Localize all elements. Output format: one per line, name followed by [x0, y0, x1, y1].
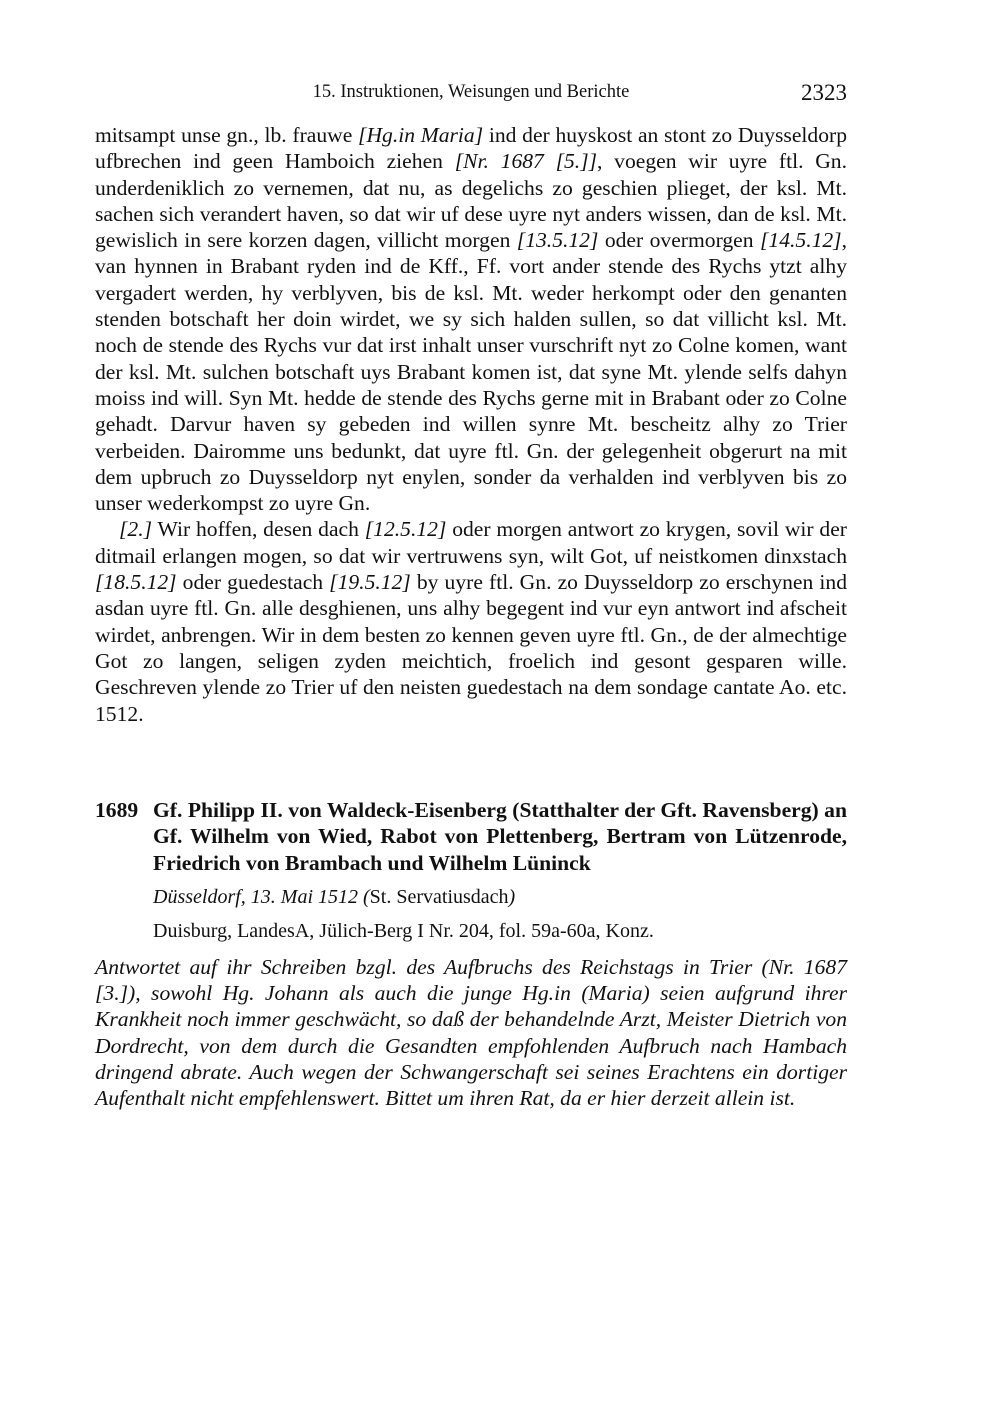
- editorial-note: [14.5.12]: [760, 228, 842, 253]
- text-segment: ind der huyskost an stont zo Duysseldorp ufbrechen ind geen Hamboich ziehen: [95, 123, 847, 174]
- text-segment: oder morgen antwort zo krygen, sovil wir der ditmail erlangen mogen, so dat wir vertruwens syn, wilt Got, uf neistkomen dinxstach: [95, 517, 848, 568]
- editorial-note: [19.5.12]: [329, 570, 411, 595]
- date-close: ): [508, 885, 516, 908]
- editorial-note: [13.5.12]: [516, 228, 599, 253]
- running-title: 15. Instruktionen, Weisungen und Berichte: [312, 82, 630, 102]
- text-segment: oder overmorgen: [598, 228, 760, 253]
- editorial-note: [12.5.12]: [364, 517, 447, 542]
- document-date: [95, 884, 847, 910]
- text-segment: Wir hoffen, desen dach: [152, 517, 365, 542]
- editorial-note: [Hg.in Maria]: [358, 123, 484, 147]
- editorial-note: [Nr. 1687 [5.]]: [454, 149, 597, 174]
- text-segment: , van hynnen in Brabant ryden ind de Kff., Ff. vort ander stende des Rychs ytzt alhy vergadert werden, hy verblyven, bis de ksl. Mt. weder herkompt oder den genanten stenden botschaft her doin wirdet, we sy sich halden sullen, so dat villicht ksl. Mt. noch de stende des Rychs vur dat irst inhalt unser vurschrift nyt zo Colne komen, want der ksl. Mt. sulchen botschaft uys Brabant komen ist, dat syne Mt. ylende selfs dahyn moiss ind will. Syn Mt. hedde de stende des Rychs gerne mit in Brabant oder zo Colne gehadt. Darvur haven sy gebeden ind willen synre Mt. bescheitz alhy zo Trier verbeiden. Dairomme uns bedunkt, dat uyre ftl. Gn. der gelegenheit obgerurt na mit dem upbruch zo Duysseldorp nyt enylen, sonder da verhalden ind verblyven bis zo unser wederkompst zo uyre Gn.: [95, 228, 847, 516]
- letter-body: [95, 122, 847, 727]
- document-entry: [95, 797, 847, 1112]
- page-header: [95, 80, 847, 108]
- paragraph-2: [95, 516, 847, 726]
- text-segment: mitsampt unse gn., lb. frauwe: [95, 123, 359, 147]
- paragraph-1: [95, 122, 847, 516]
- document-number: 1689: [95, 798, 139, 822]
- document-source: Duisburg, LandesA, Jülich-Berg I Nr. 204, fol. 59a-60a, Konz.: [153, 919, 654, 942]
- date-place: Düsseldorf, 13. Mai 1512 (: [153, 885, 370, 908]
- text-segment: , voegen wir uyre ftl. Gn. underdeniklich zo vernemen, dat nu, as degelichs zo geschien plieget, der ksl. Mt. sachen sich verandert haven, so dat wir uf dese uyre nyt anders wissen, dan de ksl. Mt. gewislich in sere korzen dagen, villicht morgen: [95, 149, 848, 253]
- editorial-note: [18.5.12]: [95, 570, 177, 595]
- document-heading: [95, 797, 847, 876]
- editorial-note: [2.]: [119, 517, 153, 542]
- page-number: 2323: [801, 80, 847, 105]
- document-title: Gf. Philipp II. von Waldeck-Eisenberg (Statthalter der Gft. Ravensberg) an Gf. Wilhelm von Wied, Rabot von Plettenberg, Bertram von Lützenrode, Friedrich von Brambach und Wilhelm Lüninck: [153, 798, 847, 875]
- text-segment: oder guedestach: [176, 570, 330, 595]
- text-segment: by uyre ftl. Gn. zo Duysseldorp zo erschynen ind asdan uyre ftl. Gn. alle desghienen, uns alhy begegent ind vur eyn antwort ind afscheit wirdet, anbrengen. Wir in dem besten zo kennen geven uyre ftl. Gn., de der almechtige Got zo langen, seligen zyden meichtich, froelich ind gesont gesparen wille. Geschreven ylende zo Trier uf den neisten guedestach na dem sondage cantate Ao. etc. 1512.: [95, 570, 847, 726]
- document-abstract: Antwortet auf ihr Schreiben bzgl. des Aufbruchs des Reichstags in Trier (Nr. 1687 [3.]), sowohl Hg. Johann als auch die junge Hg.in (Maria) seien aufgrund ihrer Krankheit noch immer geschwächt, so daß der behandelnde Arzt, Meister Dietrich von Dordrecht, von dem durch die Gesandten empfohlenden Aufbruch nach Hambach dringend abrate. Auch wegen der Schwangerschaft sei seines Erachtens ein dortiger Aufenthalt nicht empfehlenswert. Bittet um ihren Rat, da er hier derzeit allein ist.: [95, 954, 847, 1111]
- date-saint: St. Servatiusdach: [369, 885, 509, 908]
